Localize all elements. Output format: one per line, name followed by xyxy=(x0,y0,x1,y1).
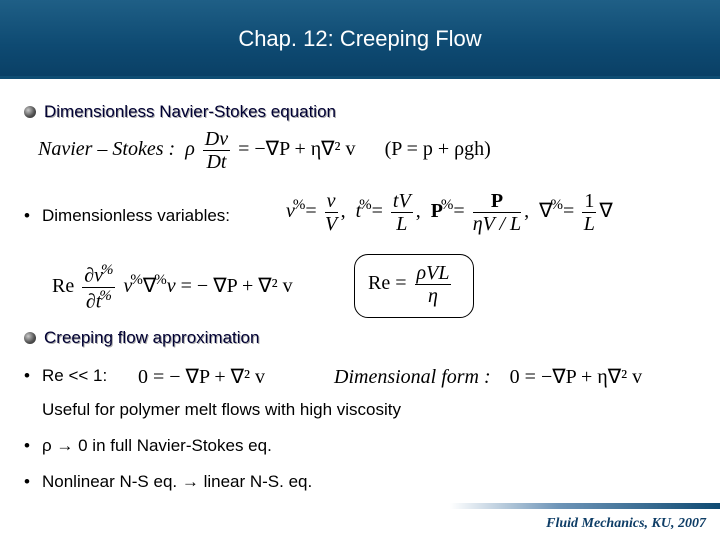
section-title-creeping: Creeping flow approximation xyxy=(44,328,260,347)
bullet-re-small: • Re << 1: xyxy=(24,366,108,385)
bullet-ball-icon xyxy=(24,332,36,344)
dimensional-form xyxy=(334,364,642,389)
ns-equation: Navier – Stokes : ρ $\frac{Dv}{Dt}$ = −∇P + η∇² v (P = p + ρgh) xyxy=(38,128,491,173)
bullet-nonlinear: • Nonlinear N-S eq. → linear N-S. eq. xyxy=(24,472,313,491)
title-bar xyxy=(0,0,720,76)
ns-rhs: = −∇P + η∇² v xyxy=(238,138,356,161)
bullet-re-small-text: Re << 1: xyxy=(42,366,108,385)
dimensional-form-label: Dimensional form : xyxy=(334,366,491,388)
ns-label: Navier – Stokes : xyxy=(38,138,176,161)
creeping-equation: 0 = − ∇P + ∇² v xyxy=(138,366,265,388)
section-title-ns: Dimensionless Navier-Stokes equation xyxy=(44,102,336,121)
footer-text: Fluid Mechanics, KU, 2007 xyxy=(546,516,706,531)
section-ns xyxy=(24,102,336,122)
re-definition: Re = $\frac{\text{ρVL}}{\eta}$ xyxy=(368,262,450,307)
bullet-nonlinear-text: Nonlinear N-S eq. → linear N-S. eq. xyxy=(42,472,313,491)
ns-lhs-fraction: $\frac{Dv}{Dt}$ xyxy=(204,128,229,173)
dimless-equation: Re $\frac{\partial v^{\%}}{\partial t^{\%}}$ v%∇%v = − ∇P + ∇² v xyxy=(52,262,293,313)
dimless-variables: v%= $\frac{v}{V}$ , t%= $\frac{tV}{L}$ , P%= $\frac{P}{\eta V / L}$ , ∇%= $\frac{1}{L}$ ∇ xyxy=(286,190,613,235)
bullet-ball-icon xyxy=(24,106,36,118)
bullet-rho: • ρ → 0 in full Navier-Stokes eq. xyxy=(24,436,272,455)
bullet-dimless-text: Dimensionless variables: xyxy=(42,206,231,225)
dimless-eq-rhs: = − ∇P + ∇² v xyxy=(180,274,293,297)
section-creeping xyxy=(24,328,259,348)
slide-title: Chap. 12: Creeping Flow xyxy=(238,26,482,51)
ns-pressure-def: (P = p + ρgh) xyxy=(384,138,491,161)
note-useful: Useful for polymer melt flows with high viscosity xyxy=(42,400,402,419)
bullet-rho-text: ρ → 0 in full Navier-Stokes eq. xyxy=(42,436,272,455)
title-underline xyxy=(0,76,720,79)
dimensional-form-eq: 0 = −∇P + η∇² v xyxy=(509,366,643,388)
bullet-dimless: • Dimensionless variables: xyxy=(24,206,231,225)
footer-bar xyxy=(450,503,720,509)
